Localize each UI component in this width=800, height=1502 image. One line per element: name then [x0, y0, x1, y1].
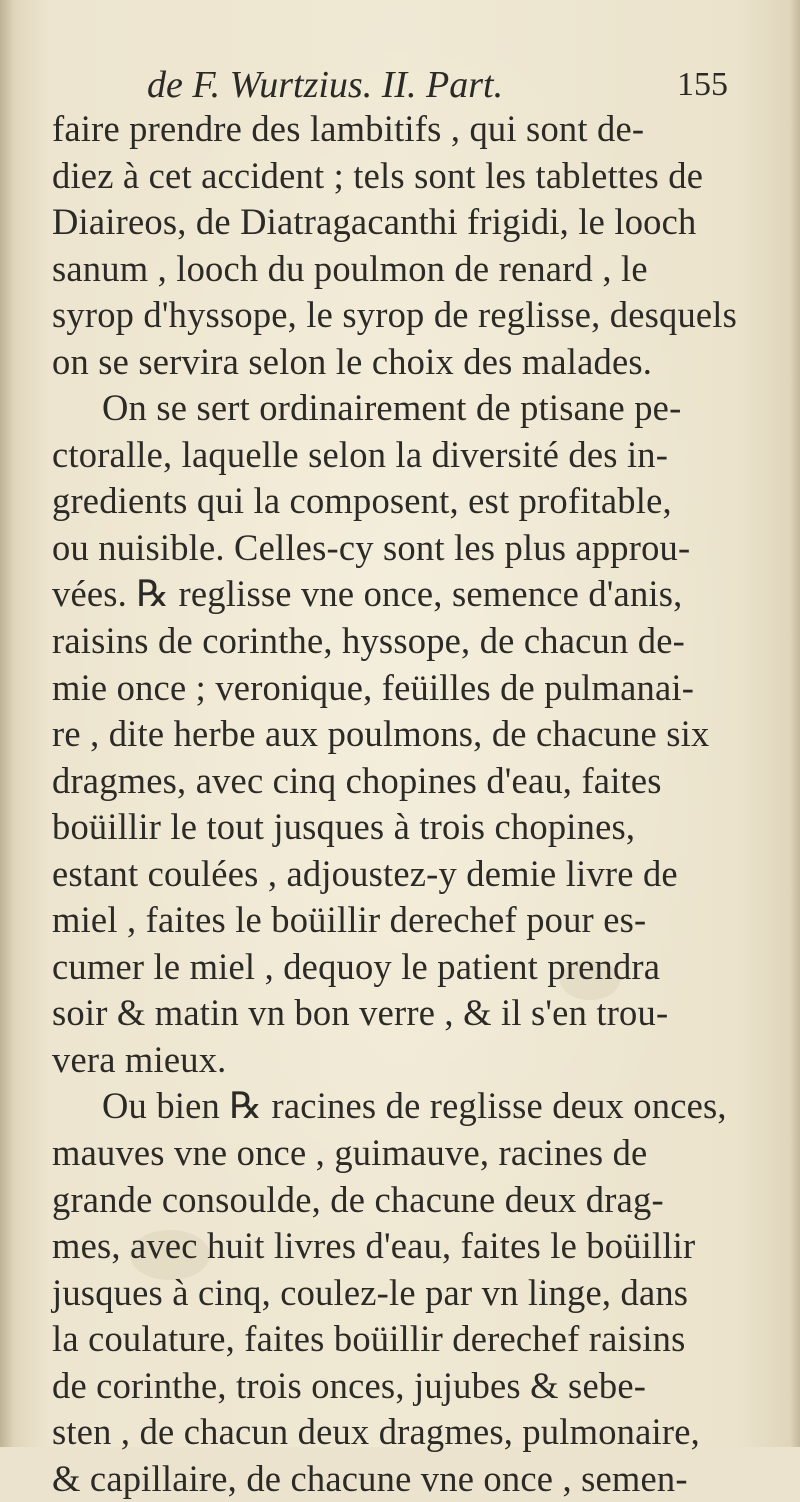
- text-line: miel , faites le boüillir derechef pour es-: [52, 899, 647, 941]
- text-line: re , dite herbe aux poulmons, de chacune six: [52, 713, 710, 755]
- text-line: mie once ; veronique, feüilles de pulmanai-: [52, 666, 695, 708]
- text-line: & capillaire, de chacune vne once , semen-: [52, 1457, 688, 1499]
- text-line: estant coulées , adjoustez-y demie livre de: [52, 852, 678, 894]
- page-number: 155: [677, 66, 728, 103]
- paragraph-start-line: On se sert ordinairement de ptisane pe-: [102, 387, 682, 429]
- text-line: mes, avec huit livres d'eau, faites le boüillir: [52, 1225, 696, 1267]
- text-line: vera mieux.: [52, 1038, 227, 1080]
- text-line: raisins de corinthe, hyssope, de chacun de-: [52, 620, 685, 662]
- text-line: on se servira selon le choix des malades.: [52, 340, 653, 382]
- text-line: jusques à cinq, coulez-le par vn linge, dans: [52, 1271, 689, 1313]
- text-line: dragmes, avec cinq chopines d'eau, faites: [52, 759, 662, 801]
- running-head: [147, 60, 777, 110]
- text-line: sanum , looch du poulmon de renard , le: [52, 247, 648, 289]
- text-line: de corinthe, trois onces, jujubes & sebe-: [52, 1364, 647, 1406]
- text-line: syrop d'hyssope, le syrop de reglisse, desquels: [52, 294, 738, 336]
- text-line: Diaireos, de Diatragacanthi frigidi, le looch: [52, 201, 697, 243]
- page-shadow-right: [790, 0, 800, 1447]
- text-line: diez à cet accident ; tels sont les tablettes de: [52, 154, 704, 196]
- text-line: ou nuisible. Celles-cy sont les plus approu-: [52, 526, 691, 568]
- text-line: faire prendre des lambitifs , qui sont de-: [52, 108, 645, 149]
- text-line: grande consoulde, de chacune deux drag-: [52, 1178, 664, 1220]
- text-line: la coulature, faites boüillir derechef raisins: [52, 1318, 686, 1360]
- text-line: vées. ℞ reglisse vne once, semence d'anis,: [52, 573, 683, 615]
- text-line: sten , de chacun deux dragmes, pulmonaire,: [52, 1411, 700, 1453]
- body-text: [52, 106, 742, 1502]
- text-line: boüillir le tout jusques à trois chopines,: [52, 806, 636, 848]
- text-line: gredients qui la composent, est profitable,: [52, 480, 672, 522]
- page-shadow-left: [0, 0, 14, 1447]
- text-line: soir & matin vn bon verre , & il s'en trou-: [52, 992, 669, 1034]
- text-line: mauves vne once , guimauve, racines de: [52, 1132, 648, 1174]
- paragraph-start-line: Ou bien ℞ racines de reglisse deux onces,: [102, 1085, 727, 1127]
- text-line: cumer le miel , dequoy le patient prendra: [52, 945, 661, 987]
- text-line: ctoralle, laquelle selon la diversité des in-: [52, 433, 669, 475]
- running-head-title: de F. Wurtzius. II. Part.: [147, 64, 504, 106]
